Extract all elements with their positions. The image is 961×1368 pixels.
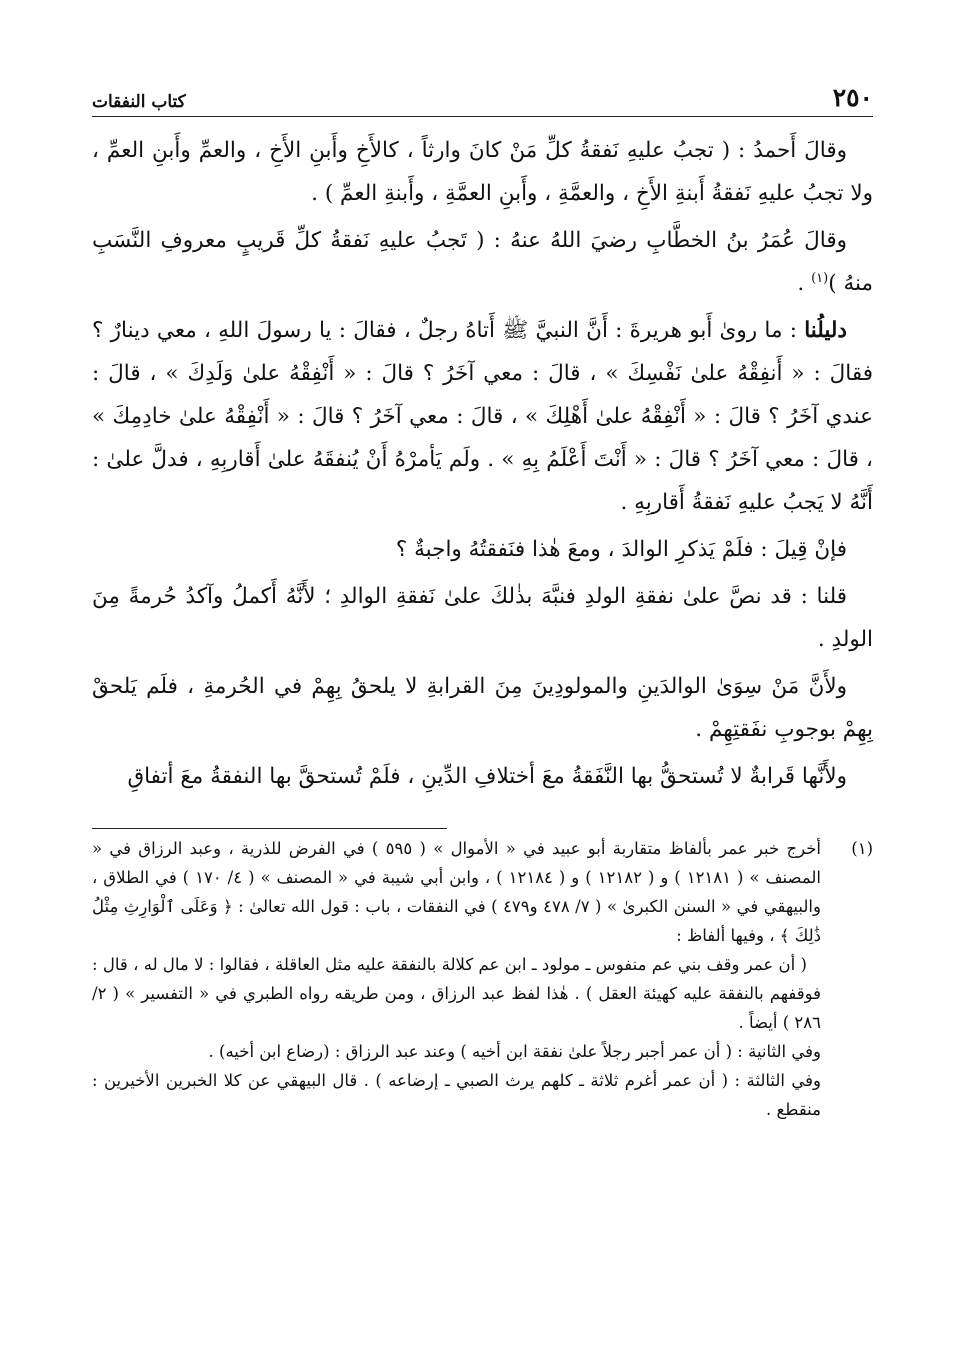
paragraph-ahmad: وقالَ أَحمدُ : ( تجبُ عليهِ نَفقةُ كلِّ مَنْ كانَ وارثاً ، كالأَخِ وأَبنِ الأَخِ ، والعمِّ وأَبنِ العمِّ ، ولا تجبُ عليهِ نَفقةُ أَبنةِ الأَخِ ، والعمَّةِ ، وأَبنِ العمَّةِ ، وأَبنةِ العمِّ ) . xyxy=(92,138,873,206)
evidence-lead: دليلُنا xyxy=(804,318,847,343)
footnote-reference: (١) xyxy=(811,270,829,286)
book-page xyxy=(92,78,873,1328)
paragraph-kinship: ولأَنَّ مَنْ سِوَىٰ الوالدَينِ والمولودِينَ مِنَ القرابةِ لا يلحقُ بِهِمْ في الحُرمةِ ، فلَم يَلحقْ بِهِمْ بوجوبِ نفَقتِهِمْ . xyxy=(92,674,873,742)
paragraph-reply: قلنا : قد نصَّ علىٰ نفقةِ الولدِ فنبَّهَ بذٰلكَ علىٰ نَفقةِ الوالدِ ؛ لأَنَّهُ أَكملُ وآكدُ حُرمةً مِنَ الولدِ . xyxy=(92,584,873,652)
page-header xyxy=(92,78,873,117)
paragraph-religion: ولأَنَّها قَرابةٌ لا تُستحقُّ بها النَّفَقةُ معَ أختلافِ الدِّينِ ، فلَمْ تُستحقَّ بها النفقةُ معَ أتفاقِ xyxy=(127,764,847,789)
footnote-line: وفي الثالثة : ( أن عمر أغرم ثلاثة ـ كلهم يرث الصبي ـ إرضاعه ) . قال البيهقي عن كلا الخبرين الأخيرين : منقطع . xyxy=(92,1071,821,1119)
footnote-line: ( أن عمر وقف بني عم منفوس ـ مولود ـ ابن عم كلالة بالنفقة عليه مثل العاقلة ، فقالوا : لا مال له ، قال : فوقفهم بالنفقة عليه كهيئة العقل ) . هٰذا لفظ عبد الرزاق ، ومن طريقه رواه الطبري في « التفسير » ( ٢/ ٢٨٦ ) أيضاً . xyxy=(92,955,821,1032)
footnote-line: وفي الثانية : ( أن عمر أجبر رجلاً علىٰ نفقة ابن أخيه ) وعند عبد الرزاق : (رضاع ابن أخيه) . xyxy=(208,1042,821,1061)
paragraph-umar-text: وقالَ عُمَرُ بنُ الخطَّابِ رضيَ اللهُ عنهُ : ( تَجبُ عليهِ نَفقةُ كلِّ قَريبٍ معروفِ النَّسَبِ منهُ ) xyxy=(92,228,873,296)
paragraph-objection: فإنْ قِيلَ : فلَمْ يَذكرِ الوالدَ ، ومعَ هٰذا فنَفقتُهُ واجبةٌ ؟ xyxy=(395,537,847,562)
running-title: كتاب النفقات xyxy=(92,92,186,112)
evidence-text: : ما روىٰ أَبو هريرةَ : أَنَّ النبيَّ ﷺ أَتاهُ رجلٌ ، فقالَ : يا رسولَ اللهِ ، معي دينارٌ ؟ فقالَ : « أَنفِقْهُ علىٰ نَفْسِكَ » ، قالَ : معي آخَرُ ؟ قالَ : « أَنْفِقْهُ علىٰ وَلَدِكَ » ، قالَ : عندي آخَرُ ؟ قالَ : « أَنْفِقْهُ علىٰ أَهْلِكَ » ، قالَ : معي آخَرُ ؟ قالَ : « أَنْفِقْهُ علىٰ خادِمِكَ » ، قالَ : معي آخَرُ ؟ قالَ : « أَنْتَ أَعْلَمُ بِهِ » . ولَم يَأمرْهُ أَنْ يُنفقَهُ علىٰ أَقاربِهِ ، فدلَّ علىٰ : أَنَّهُ لا يَجبُ عليهِ نَفقةُ أَقاربِهِ . xyxy=(92,318,873,515)
main-text xyxy=(92,129,873,798)
page-number: ٢٥٠ xyxy=(832,83,873,112)
paragraph-evidence xyxy=(92,309,873,524)
paragraph-umar xyxy=(92,219,873,305)
footnote-separator-wrap xyxy=(92,802,873,832)
footnote-body xyxy=(92,834,821,1124)
footnote-line: أخرج خبر عمر بألفاظ متقاربة أبو عبيد في « الأموال » ( ٥٩٥ ) في الفرض للذرية ، وعبد الرزاق في « المصنف » ( ١٢١٨١ ) و ( ١٢١٨٢ ) و ( ١٢١٨٤ ) ، وابن أبي شيبة في « المصنف » ( ٤/ ١٧٠ ) في الطلاق ، والبيهقي في « السنن الكبرىٰ » ( ٧/ ٤٧٨ و٤٧٩ ) في النفقات ، باب : قول الله تعالىٰ : ﴿ وَعَلَى ٱلْوَارِثِ مِثْلُ ذَٰلِكَ ﴾ ، وفيها ألفاظ : xyxy=(92,839,821,945)
footnotes xyxy=(92,834,873,1124)
paragraph-umar-end: . xyxy=(797,271,812,296)
footnote-number: (١) xyxy=(851,839,873,858)
footnote-separator xyxy=(92,828,447,829)
footnote xyxy=(92,834,873,1124)
